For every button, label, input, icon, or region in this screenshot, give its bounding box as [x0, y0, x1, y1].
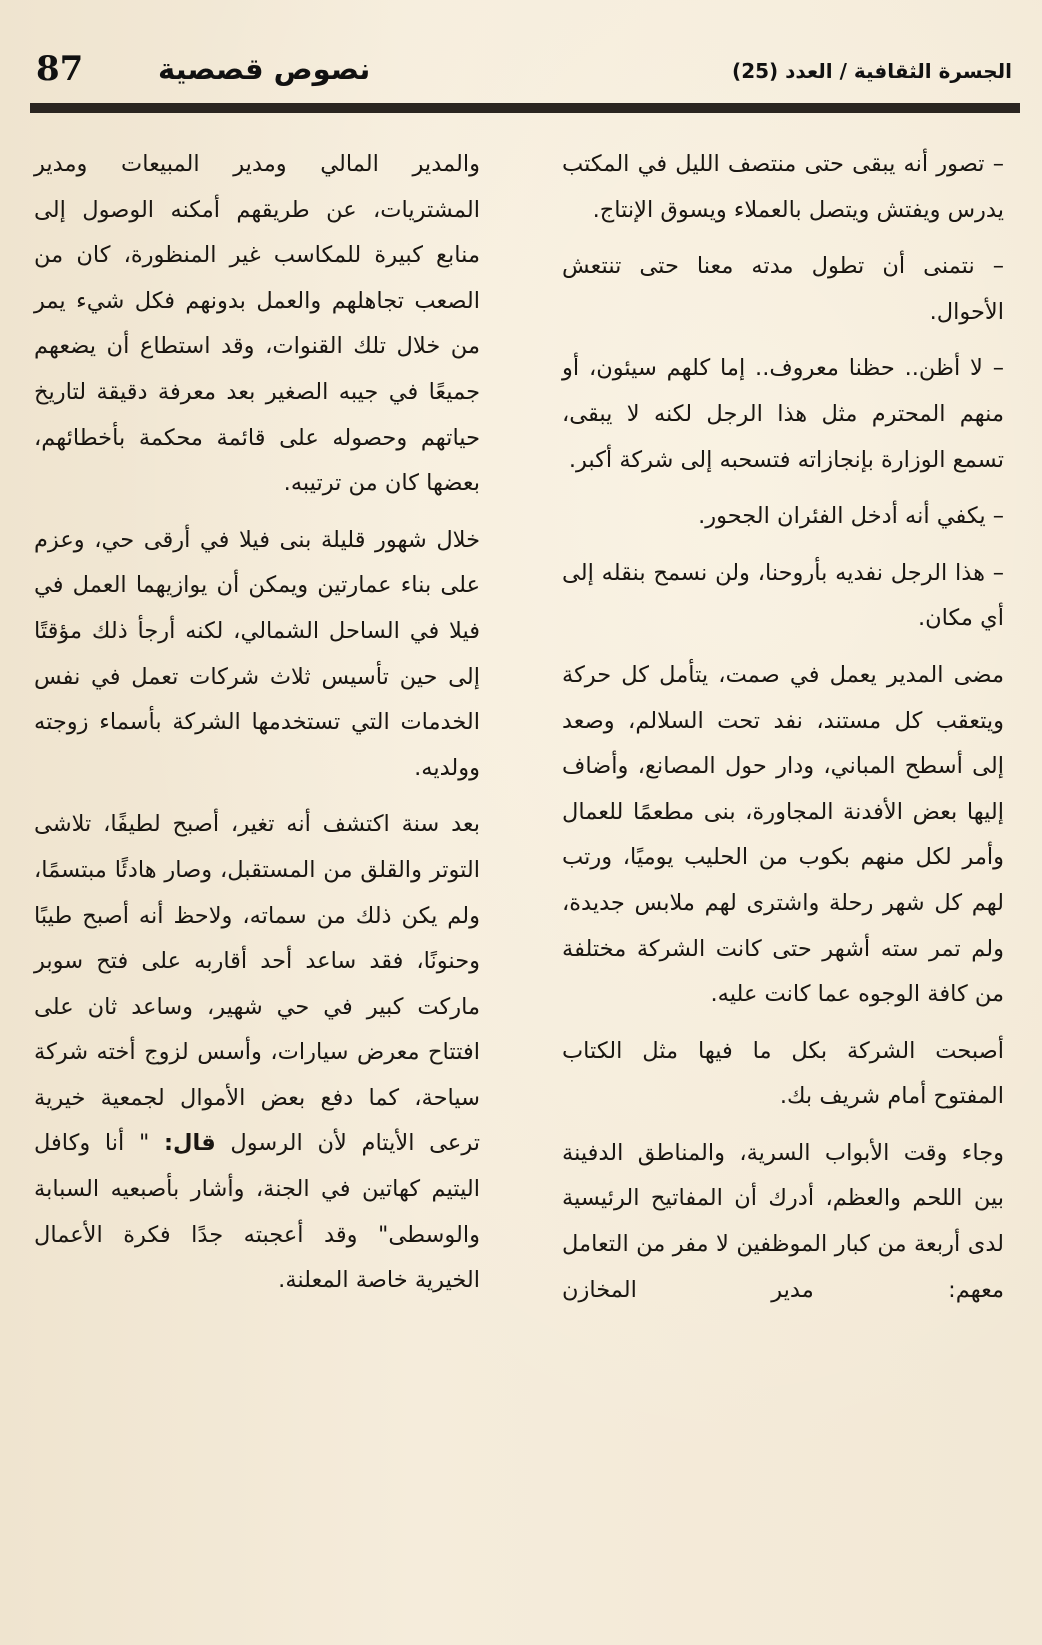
paragraph — [34, 802, 480, 1304]
header-divider — [30, 103, 1020, 113]
paragraph: – لا أظن.. حظنا معروف.. إما كلهم سيئون، أو منهم المحترم مثل هذا الرجل لكنه لا يبقى، تسمع الوزارة بإنجازاته فتسحبه إلى شركة أكبر. — [562, 355, 1004, 473]
paragraph: – تصور أنه يبقى حتى منتصف الليل في المكتب يدرس ويفتش ويتصل بالعملاء ويسوق الإنتاج. — [562, 151, 1004, 223]
paragraph: والمدير المالي ومدير المبيعات ومدير المشتريات، عن طريقهم أمكنه الوصول إلى منابع كبيرة للمكاسب غير المنظورة، كان من الصعب تجاهلهم والعمل بدونهم فكل شيء يمر من خلال تلك القنوات، وقد استطاع أن يضعهم جميعًا في جيبه الصغير بعد معرفة دقيقة لتاريخ حياتهم وحصوله على قائمة محكمة بأخطائهم، بعضها كان من ترتيبه. — [34, 151, 480, 497]
paragraph: خلال شهور قليلة بنى فيلا في أرقى حي، وعزم على بناء عمارتين ويمكن أن يوازيهما العمل في فيلا في الساحل الشمالي، لكنه أرجأ ذلك مؤقتًا إلى حين تأسيس ثلاث شركات تعمل في نفس الخدمات التي تستخدمها الشركة بأسماء زوجته وولديه. — [34, 526, 480, 781]
page-header — [30, 44, 1012, 94]
paragraph: – نتمنى أن تطول مدته معنا حتى تنتعش الأحوال. — [562, 253, 1004, 325]
right-column — [562, 142, 1004, 1324]
paragraph: – هذا الرجل نفديه بأروحنا، ولن نسمح بنقله إلى أي مكان. — [562, 559, 1004, 632]
section-title: نصوص قصصية — [158, 52, 371, 86]
magazine-issue-info: الجسرة الثقافية / العدد (25) — [732, 59, 1012, 83]
paragraph: – يكفي أنه أدخل الفئران الجحور. — [698, 503, 1004, 530]
quote-text: " أنا وكافل اليتيم كهاتين في الجنة، وأشار بأصبعيه السبابة والوسطى" وقد أعجبته جدًا فكرة الأعمال الخيرية خاصة المعلنة. — [34, 1130, 480, 1294]
left-column — [34, 142, 480, 1315]
paragraph: وجاء وقت الأبواب السرية، والمناطق الدفينة بين اللحم والعظم، أدرك أن المفاتيح الرئيسية لدى أربعة من كبار الموظفين لا مفر من التعامل معهم: مدير المخازن — [562, 1139, 1004, 1303]
paragraph: أصبحت الشركة بكل ما فيها مثل الكتاب المفتوح أمام شريف بك. — [562, 1037, 1004, 1110]
quote-lead: قال: — [164, 1130, 216, 1157]
paragraph: مضى المدير يعمل في صمت، يتأمل كل حركة ويتعقب كل مستند، نفد تحت السلالم، وصعد إلى أسطح المباني، ودار حول المصانع، وأضاف إليها بعض الأفدنة المجاورة، بنى مطعمًا للعمال وأمر لكل منهم بكوب من الحليب يوميًا، ورتب لهم كل شهر رحلة واشترى لهم ملابس جديدة، ولم تمر سته أشهر حتى كانت الشركة مختلفة من كافة الوجوه عما كانت عليه. — [562, 661, 1004, 1008]
paragraph-text: بعد سنة اكتشف أنه تغير، أصبح لطيفًا، تلاشى التوتر والقلق من المستقبل، وصار هادئًا مبتسمًا، ولم يكن ذلك من سماته، ولاحظ أنه أصبح طيبًا وحنونًا، فقد ساعد أحد أقاربه على فتح سوبر ماركت كبير في حي شهير، وساعد ثان على افتتاح معرض سيارات، وأسس لزوج أخته شركة سياحة، كما دفع بعض الأموال لجمعية خيرية ترعى الأيتام لأن الرسول — [34, 811, 480, 1157]
page-number: 87 — [36, 49, 84, 89]
